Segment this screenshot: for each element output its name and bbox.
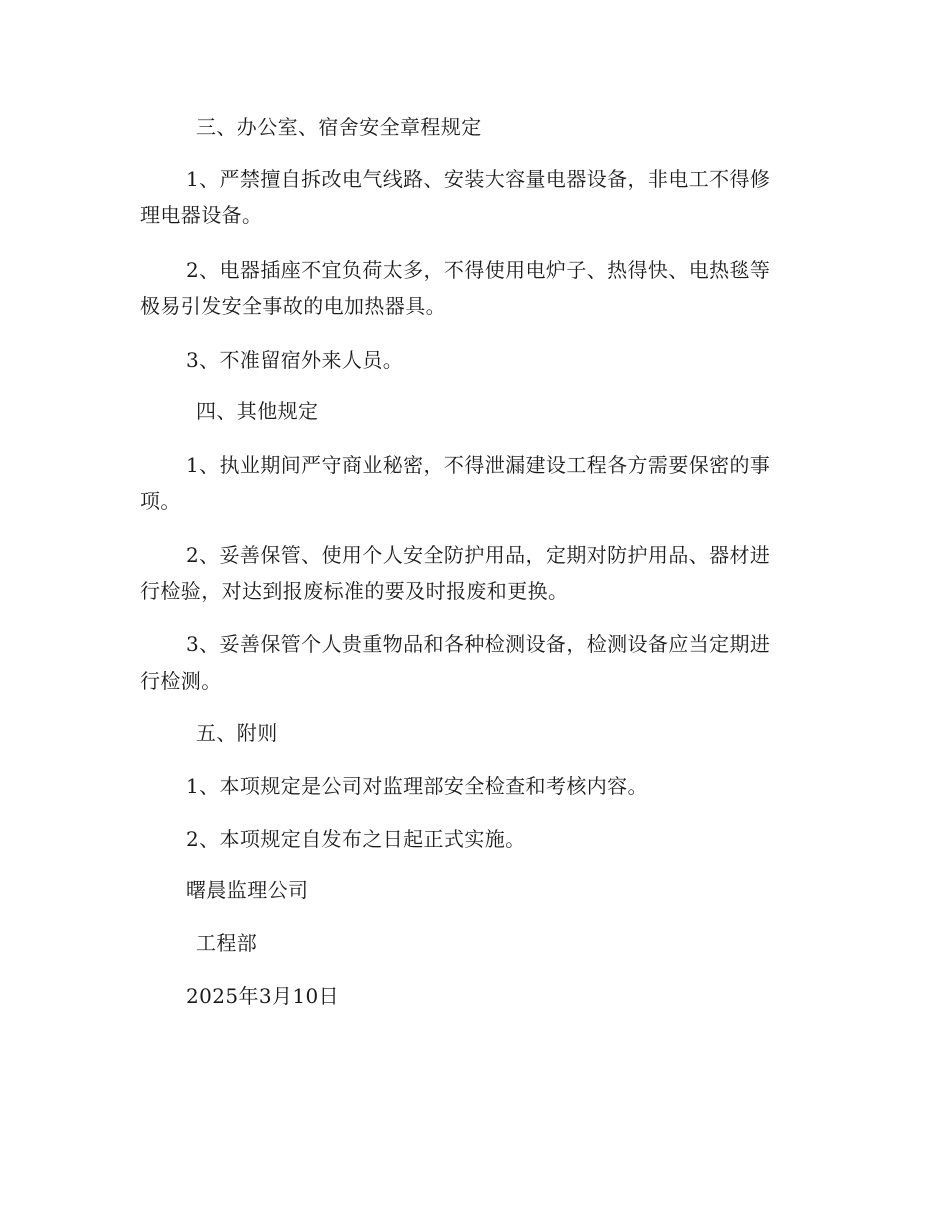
paragraph-line: 2、电器插座不宜负荷太多，不得使用电炉子、热得快、电热毯等 bbox=[186, 258, 771, 282]
paragraph-line: 行检验，对达到报废标准的要及时报废和更换。 bbox=[140, 579, 569, 603]
paragraph-line: 行检测。 bbox=[140, 669, 222, 693]
paragraph-line: 1、执业期间严守商业秘密，不得泄漏建设工程各方需要保密的事 bbox=[186, 453, 771, 477]
paragraph-line: 极易引发安全事故的电加热器具。 bbox=[140, 294, 446, 318]
paragraph-line: 2、妥善保管、使用个人安全防护用品，定期对防护用品、器材进 bbox=[186, 543, 771, 567]
paragraph-line: 项。 bbox=[140, 489, 181, 513]
paragraph-line: 3、不准留宿外来人员。 bbox=[186, 348, 404, 372]
section-heading: 四、其他规定 bbox=[196, 399, 319, 423]
signature-date: 2025年3月10日 bbox=[186, 984, 340, 1008]
section-heading: 三、办公室、宿舍安全章程规定 bbox=[196, 115, 482, 139]
paragraph-line: 理电器设备。 bbox=[140, 203, 263, 227]
signature-company: 曙晨监理公司 bbox=[186, 878, 309, 902]
paragraph-line: 2、本项规定自发布之日起正式实施。 bbox=[186, 827, 526, 851]
paragraph-line: 3、妥善保管个人贵重物品和各种检测设备，检测设备应当定期进 bbox=[186, 632, 771, 656]
signature-department: 工程部 bbox=[196, 931, 258, 955]
paragraph-line: 1、本项规定是公司对监理部安全检查和考核内容。 bbox=[186, 774, 648, 798]
section-heading: 五、附则 bbox=[196, 721, 278, 745]
paragraph-line: 1、严禁擅自拆改电气线路、安装大容量电器设备，非电工不得修 bbox=[186, 167, 771, 191]
